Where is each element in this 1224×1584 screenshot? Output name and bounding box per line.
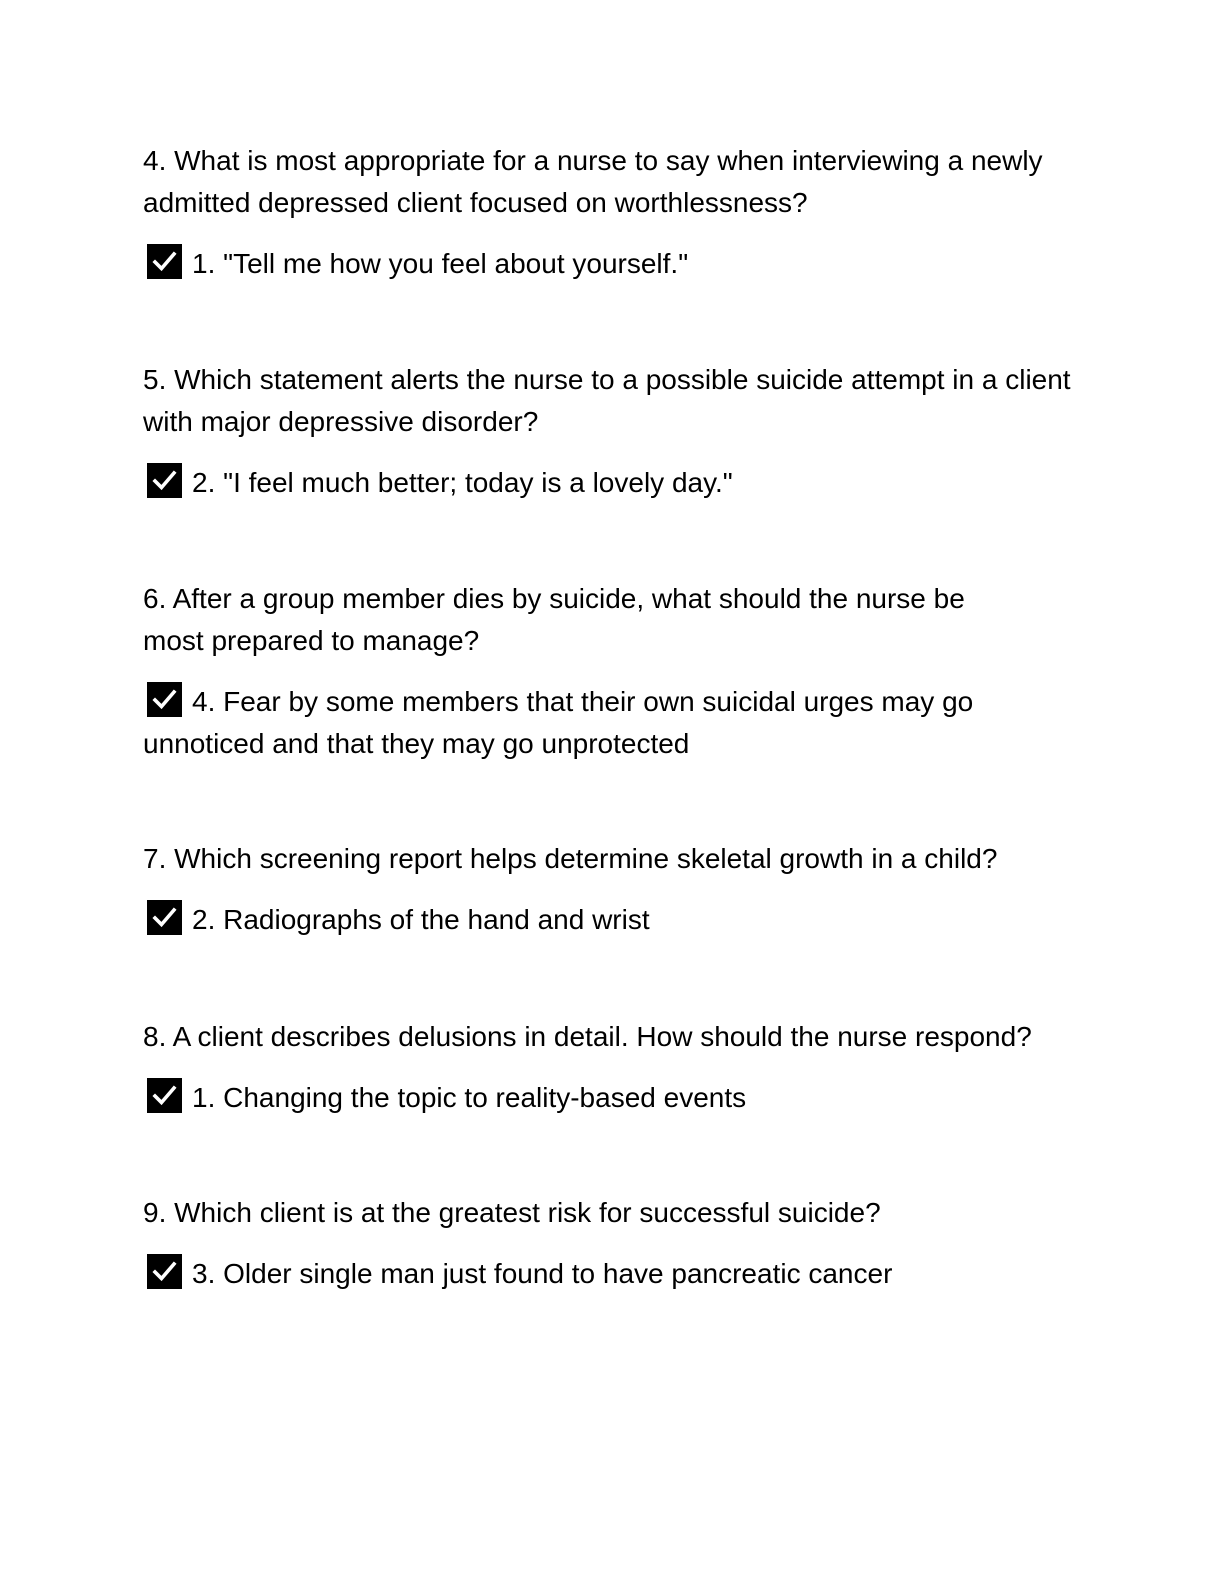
question-text: 8. A client describes delusions in detail. How should the nurse respond? [143,1021,1032,1052]
question-text: 4. What is most appropriate for a nurse to say when interviewing a newly admitted depressed client focused on worthlessness? [143,145,1043,218]
checkbox-checked-icon [147,1078,182,1113]
answer-line [143,1077,1083,1119]
question-text: 6. After a group member dies by suicide, what should the nurse be most prepared to manage? [143,583,965,656]
qa-item-5 [143,359,1083,504]
answer-line [143,899,1083,941]
qa-item-9 [143,1192,1083,1295]
question-text: 7. Which screening report helps determine skeletal growth in a child? [143,843,998,874]
answer-text: 4. Fear by some members that their own suicidal urges may go unnoticed and that they may go unprotected [143,686,974,759]
qa-item-8 [143,1016,1083,1119]
checkbox-checked-icon [147,463,182,498]
checkbox-checked-icon [147,244,182,279]
checkbox-checked-icon [147,1254,182,1289]
answer-text: 1. Changing the topic to reality-based events [192,1082,747,1113]
checkbox-checked-icon [147,682,182,717]
answer-line [143,462,1083,504]
question-text: 9. Which client is at the greatest risk for successful suicide? [143,1197,881,1228]
qa-item-4 [143,140,1083,285]
checkbox-checked-icon [147,900,182,935]
qa-item-7 [143,838,1083,941]
answer-text: 3. Older single man just found to have pancreatic cancer [192,1258,893,1289]
answer-line [143,243,1083,285]
qa-item-6 [143,578,1033,765]
answer-text: 1. "Tell me how you feel about yourself." [192,248,689,279]
answer-line [143,681,1033,765]
answer-line [143,1253,1083,1295]
answer-text: 2. Radiographs of the hand and wrist [192,904,650,935]
question-text: 5. Which statement alerts the nurse to a possible suicide attempt in a client with major depressive disorder? [143,364,1071,437]
answer-text: 2. "I feel much better; today is a lovely day." [192,467,733,498]
